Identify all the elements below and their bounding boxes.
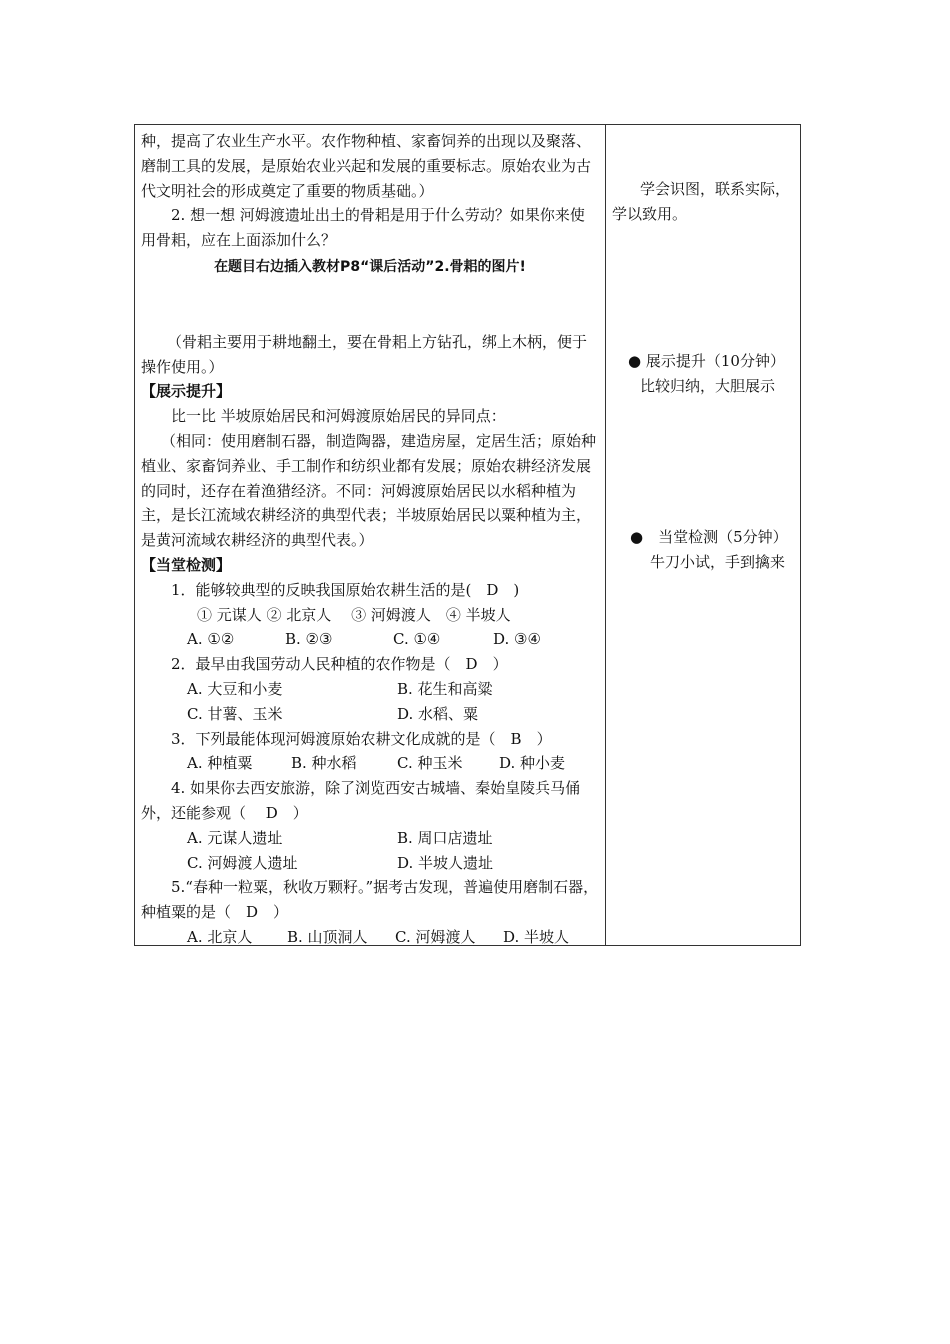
q1-items: ① 元谋人 ② 北京人 ③ 河姆渡人 ④ 半坡人 xyxy=(197,605,511,624)
side-column xyxy=(606,125,802,945)
section-show-heading: 【展示提升】 xyxy=(141,382,232,401)
side-note-1-text: 学会识图，联系实际，学以致用。 xyxy=(612,180,791,223)
think-question: 2. 想一想 河姆渡遗址出土的骨耜是用于什么劳动？如果你来使用骨耜，应在上面添加什么？ xyxy=(141,206,585,250)
q5-options xyxy=(141,925,599,950)
q2-stem: 2．最早由我国劳动人民种植的农作物是（ D ） xyxy=(171,655,508,674)
q1-option-c: C. ①④ xyxy=(393,630,441,649)
q4-stem: 4. 如果你去西安旅游，除了浏览西安古城墙、秦始皇陵兵马俑外，还能参观（ D ） xyxy=(141,779,581,822)
q4-option-c: C. 河姆渡人遗址 xyxy=(187,853,298,872)
q3-option-a: A. 种植粟 xyxy=(187,754,253,773)
q4-option-a: A. 元谋人遗址 xyxy=(187,828,283,847)
q3-option-c: C. 种玉米 xyxy=(397,754,463,773)
compare-question: 比一比 半坡原始居民和河姆渡原始居民的异同点： xyxy=(171,407,506,426)
q3-option-d: D. 种小麦 xyxy=(499,754,566,773)
intro-answer: 种，提高了农业生产水平。农作物种植、家畜饲养的出现以及聚落、 磨制工具的发展，是原始农业兴起和发展的重要标志。原始农业为古代文明社会的形成奠定了重要的物质基础。） xyxy=(141,132,592,200)
think-answer: （骨耜主要用于耕地翻土，要在骨耜上方钻孔，绑上木柄，便于操作使用。） xyxy=(141,332,588,376)
q5-option-b: B. 山顶洞人 xyxy=(287,927,368,946)
q2-options-row1 xyxy=(141,677,599,702)
q4-option-d: D. 半坡人遗址 xyxy=(397,853,494,872)
image-placeholder xyxy=(141,280,599,330)
q3-option-b: B. 种水稻 xyxy=(291,754,357,773)
q5-stem: 5.“春种一粒粟，秋收万颗籽。”据考古发现，普遍使用磨制石器，种植粟的是（ D ） xyxy=(141,878,599,922)
q1-option-a: A. ①② xyxy=(187,630,235,649)
side-note-2-title: ● 展示提升（10分钟） xyxy=(628,352,785,370)
q5-option-d: D. 半坡人 xyxy=(503,927,570,946)
q4-options-row2 xyxy=(141,851,599,876)
side-note-2-body: 比较归纳，大胆展示 xyxy=(640,376,776,395)
side-note-1 xyxy=(612,177,796,227)
side-note-3 xyxy=(630,525,802,575)
q2-option-b: B. 花生和高粱 xyxy=(397,679,493,698)
side-note-2 xyxy=(628,349,802,399)
q2-options-row2 xyxy=(141,702,599,727)
q5-option-a: A. 北京人 xyxy=(187,927,253,946)
image-note: 在题目右边插入教材P8“课后活动”2.骨耜的图片! xyxy=(214,258,526,275)
compare-answer: （相同：使用磨制石器，制造陶器，建造房屋，定居生活；原始种植业、家畜饲养业、手工制作和纺织业都有发展；原始农耕经济发展的同时，还存在着渔猎经济。不同：河姆渡原始居民以水稻种植为主，是长江流域农耕经济的典型代表；半坡原始居民以粟种植为主，是黄河流域农耕经济的典型代表。） xyxy=(141,431,597,550)
q3-options xyxy=(141,751,599,776)
q1-stem: 1．能够较典型的反映我国原始农耕生活的是( D ) xyxy=(171,580,520,599)
q4-options-row1 xyxy=(141,826,599,851)
lesson-table xyxy=(134,124,801,946)
q1-option-d: D. ③④ xyxy=(493,630,541,649)
q3-stem: 3．下列最能体现河姆渡原始农耕文化成就的是（ B ） xyxy=(171,729,552,748)
side-note-3-title: ● 当堂检测（5分钟） xyxy=(630,528,788,546)
main-column xyxy=(141,129,599,950)
section-test-heading: 【当堂检测】 xyxy=(141,555,232,574)
side-note-3-body: 牛刀小试，手到擒来 xyxy=(650,552,786,571)
q1-option-b: B. ②③ xyxy=(285,630,333,649)
q1-options xyxy=(141,627,599,652)
q4-option-b: B. 周口店遗址 xyxy=(397,828,493,847)
q2-option-c: C. 甘薯、玉米 xyxy=(187,704,283,723)
q2-option-a: A. 大豆和小麦 xyxy=(187,679,283,698)
q5-option-c: C. 河姆渡人 xyxy=(395,927,476,946)
q2-option-d: D. 水稻、粟 xyxy=(397,704,479,723)
